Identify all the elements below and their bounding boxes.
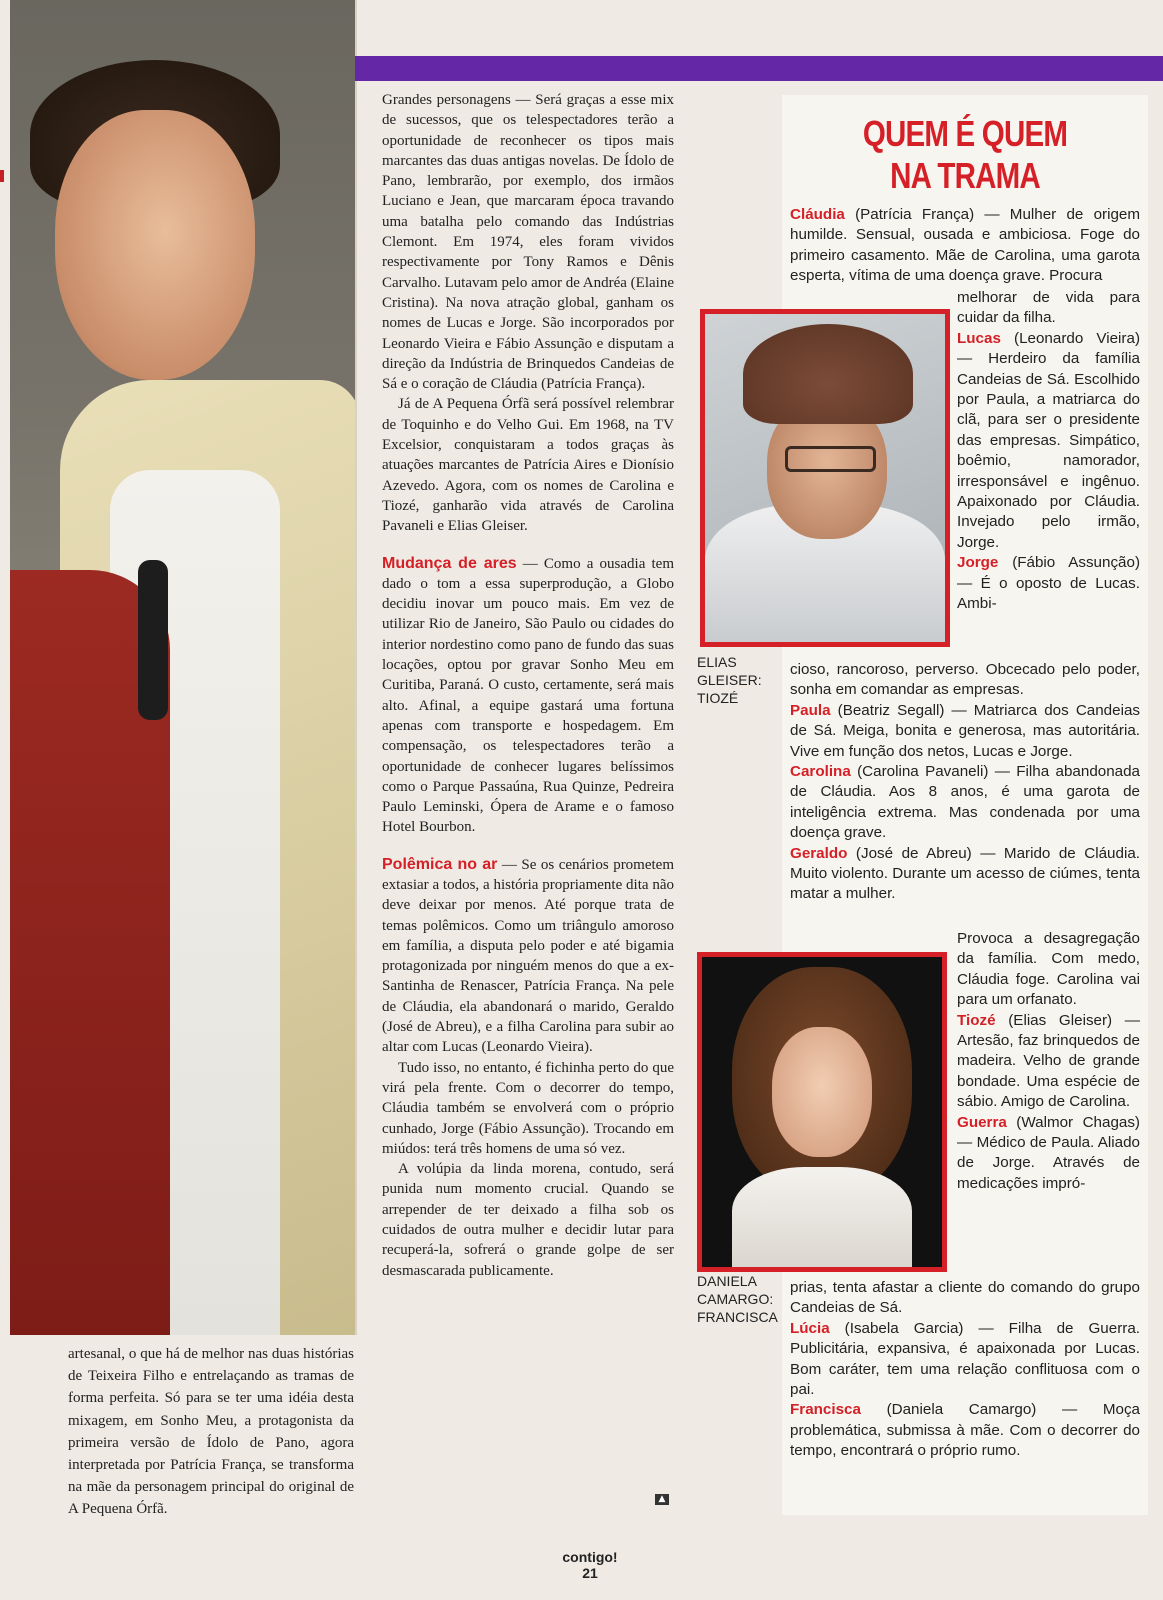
article-paragraph: Grandes personagens — Será graças a esse mix de sucessos, que os telespectadores terão a oportunidade de reconhecer os tipos mais marcantes das duas antigas novelas. De Ídolo de Pano, lembrarão, por exemplo, dos irmãos Luciano e Jean, que marcaram época travando uma batalha pelo comando das Indústrias Clemont. Em 1974, eles foram vividos respectivamente por Tony Ramos e Dênis Carvalho. Lutavam pelo amor de Andréa (Elaine Cristina). Na nova atração global, ganham os nomes de Lucas e Jorge. São incorporados por Leonardo Vieira e Fábio Assunção e disputam a direção da Indústria de Brinquedos Candeias de Sá e o coração de Cláudia (Patrícia França). xyxy=(382,92,674,393)
magazine-name: contigo! xyxy=(562,1549,618,1565)
actor-photo xyxy=(10,0,357,1335)
character-entry: Paula (Beatriz Segall) — Matriarca dos Candeias de Sá. Meiga, bonita e generosa, mas autoritária. Vive em função dos netos, Lucas e Jorge. xyxy=(790,701,1140,760)
article-paragraph: Mudança de ares — Como a ousadia tem dado o tom a essa superprodução, a Globo decidiu inovar um pouco mais. Em vez de utilizar Rio de Janeiro, São Paulo ou cidades do interior nordestino como pano de fundo das suas locações, optou por gravar Sonho Meu em Curitiba, Paraná. O custo, certamente, será mais alto. Afinal, a equipe gastará uma fortuna apenas com transporte e hospedagem. Em compensação, os telespectadores terão a oportunidade de conhecer lugares belíssimos como o Parque Passaúna, Rua Quinze, Pedreira Paulo Leminski, Ópera de Arame e o famoso Hotel Bourbon. xyxy=(382,554,674,836)
article-paragraph: A volúpia da linda morena, contudo, será punida num momento crucial. Quando se arrepender de ter deixado a filha sob os cuidados de outra mulher e decidir lutar para recuperá-la, sofrerá o grande golpe de ser desmascarada publicamente. xyxy=(382,1161,674,1279)
article-column xyxy=(382,90,674,1281)
character-entry: Francisca (Daniela Camargo) — Moça problemática, submissa à mãe. Com o decorrer do tempo, encontrará o próprio rumo. xyxy=(790,1401,1140,1460)
photo-caption: ELIAS GLEISER: TIOZÉ xyxy=(697,654,762,706)
character-entries: prias, tenta afastar a cliente do comando do grupo Candeias de Sá. Lúcia (Isabela Garcia) — Filha de Guerra. Publicitária, expansiva, é apaixonada por Lucas. Bom caráter, tem uma relação conflituosa com o pai. Francisca (Daniela Camargo) — Moça problemática, submissa à mãe. Com o decorrer do tempo, encontrará o próprio rumo. xyxy=(790,1278,1140,1462)
character-entries: melhorar de vida para cuidar da filha. Lucas (Leonardo Vieira) — Herdeiro da família Candeias de Sá. Escolhido por Paula, a matriarca do clã, para ser o presidente das empresas. Simpático, boêmio, namorador, irresponsável e ingênuo. Apaixonado por Cláudia. Invejado pelo irmão, Jorge. Jorge (Fábio Assunção) — É o oposto de Lucas. Ambi- xyxy=(957,288,1140,615)
article-paragraph: Já de A Pequena Órfã será possível relembrar de Toquinho e do Velho Gui. Em 1968, na TV Excelsior, conquistaram a todos graças às atuações marcantes de Patrícia Aires e Dionísio Azevedo. Agora, com os nomes de Carolina e Tiozé, ganharão vida através de Carolina Pavaneli e Elias Gleiser. xyxy=(382,396,674,535)
page-number: 21 xyxy=(582,1565,598,1581)
character-entries: Provoca a desagregação da família. Com medo, Cláudia foge. Carolina vai para um orfanato. Tiozé (Elias Gleiser) — Artesão, faz brinquedos de madeira. Velho de grande bondade. Uma espécie de sábio. Amigo de Carolina. Guerra (Walmor Chagas) — Médico de Paula. Aliado de Jorge. Através de medicações impró- xyxy=(957,929,1140,1194)
character-entry: Jorge (Fábio Assunção) — É o oposto de Lucas. Ambi- xyxy=(957,554,1140,613)
elias-gleiser-photo xyxy=(700,309,950,647)
end-mark-icon: ▲ xyxy=(655,1494,669,1505)
character-entry: Cláudia (Patrícia França) — Mulher de origem humilde. Sensual, ousada e ambiciosa. Foge do primeiro casamento. Mãe de Carolina, uma garota esperta, vítima de uma doença grave. Procura xyxy=(790,206,1140,285)
character-entry: Lúcia (Isabela Garcia) — Filha de Guerra. Publicitária, expansiva, é apaixonada por Lucas. Bom caráter, tem uma relação conflituosa com o pai. xyxy=(790,1319,1140,1399)
section-heading: Mudança de ares xyxy=(382,554,517,572)
character-entries: cioso, rancoroso, perverso. Obcecado pelo poder, sonha em comandar as empresas. Paula (Beatriz Segall) — Matriarca dos Candeias de Sá. Meiga, bonita e generosa, mas autoritária. Vive em função dos netos, Lucas e Jorge. Carolina (Carolina Pavaneli) — Filha abandonada de Cláudia. Aos 8 anos, é uma garota de inteligência extrema. Mas condenada por uma doença grave. Geraldo (José de Abreu) — Marido de Cláudia. Muito violento. Durante um acesso de ciúmes, tenta matar a mulher. xyxy=(790,660,1140,905)
daniela-camargo-photo xyxy=(697,952,947,1272)
header-bar xyxy=(355,56,1163,81)
character-entry: Geraldo (José de Abreu) — Marido de Cláudia. Muito violento. Durante um acesso de ciúmes, tenta matar a mulher. xyxy=(790,844,1140,903)
page-footer xyxy=(540,1549,640,1581)
section-heading: Polêmica no ar xyxy=(382,855,498,873)
character-entry: Tiozé (Elias Gleiser) — Artesão, faz brinquedos de madeira. Velho de grande bondade. Uma espécie de sábio. Amigo de Carolina. xyxy=(957,1011,1140,1111)
left-column-text: artesanal, o que há de melhor nas duas histórias de Teixeira Filho e entrelaçando as tramas de forma perfeita. Só para se ter uma idéia desta mixagem, em Sonho Meu, a protagonista da primeira versão de Ídolo de Pano, agora interpretada por Patrícia França, se transforma na mãe da personagem principal do original de A Pequena Órfã. xyxy=(68,1346,354,1518)
left-edge-mark xyxy=(0,170,4,182)
article-paragraph: Polêmica no ar — Se os cenários prometem extasiar a todos, a história propriamente dita não deve deixar por menos. Até porque trata de temas polêmicos. Como um triângulo amoroso em família, a disputa pelo poder e até bigamia protagonizada por ninguém menos do que a ex-Santinha de Renascer, Patrícia França. Na pele de Cláudia, ela abandonará o marido, Geraldo (José de Abreu), e a filha Carolina para subir ao altar com Lucas (Leonardo Vieira). xyxy=(382,855,675,1056)
character-entry: Guerra (Walmor Chagas) — Médico de Paula. Aliado de Jorge. Através de medicações impró- xyxy=(957,1113,1140,1192)
character-entry: Lucas (Leonardo Vieira) — Herdeiro da família Candeias de Sá. Escolhido por Paula, a matriarca do clã, para ser o presidente das empresas. Simpático, boêmio, namorador, irresponsável e ingênuo. Apaixonado por Cláudia. Invejado pelo irmão, Jorge. xyxy=(957,329,1140,551)
article-paragraph: Tudo isso, no entanto, é fichinha perto do que virá pela frente. Com o decorrer do tempo, Cláudia também se envolverá com o próprio cunhado, Jorge (Fábio Assunção). Trocando em miúdos: terá três homens de uma só vez. xyxy=(382,1059,674,1157)
character-entry: Carolina (Carolina Pavaneli) — Filha abandonada de Cláudia. Aos 8 anos, é uma garota de inteligência extrema. Mas condenada por uma doença grave. xyxy=(790,763,1140,842)
box-title: QUEM É QUEM NA TRAMA xyxy=(862,113,1068,196)
photo-caption: DANIELA CAMARGO: FRANCISCA xyxy=(697,1273,778,1325)
